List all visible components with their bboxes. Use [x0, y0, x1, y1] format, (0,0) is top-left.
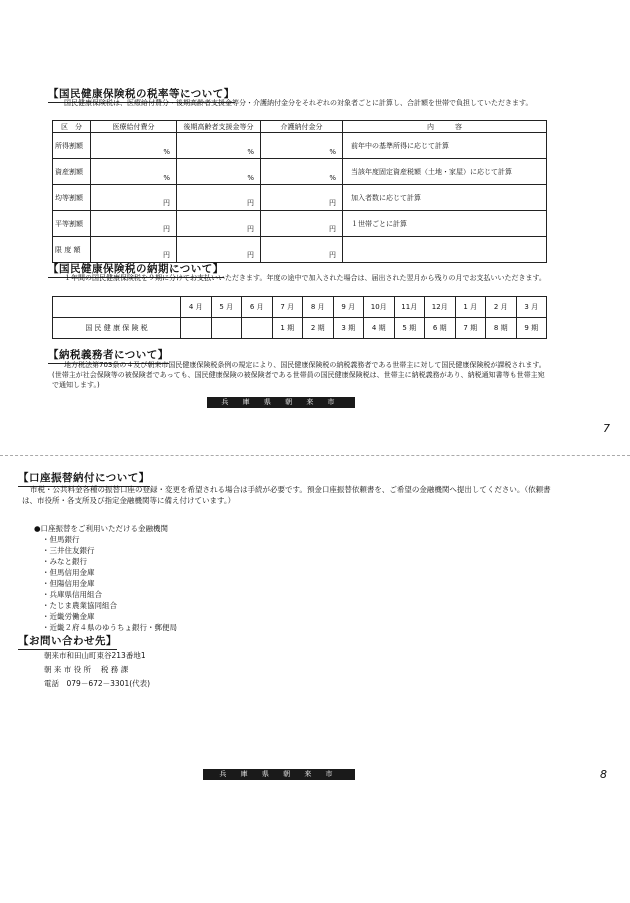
- row-label: 所得割額: [53, 133, 91, 159]
- term-cell: [242, 318, 273, 339]
- cell-unit: %: [261, 159, 343, 185]
- month-cell: 10月: [364, 297, 395, 318]
- cell-unit: 円: [177, 211, 261, 237]
- list-item: ・近畿労働金庫: [42, 612, 95, 621]
- cell-unit: 円: [91, 237, 177, 263]
- list-item: ・たじま農業協同組合: [42, 601, 117, 610]
- table-row: [53, 159, 547, 185]
- payment-period-table: [52, 296, 547, 339]
- list-item: ・但馬銀行: [42, 535, 80, 544]
- term-cell: 8 期: [486, 318, 517, 339]
- cell-unit: 円: [261, 237, 343, 263]
- row-label: 限 度 額: [53, 237, 91, 263]
- month-cell: 12月: [425, 297, 456, 318]
- term-cell: 2 期: [303, 318, 334, 339]
- tax-rate-table: [52, 120, 547, 263]
- account-heading: 【口座振替納付について】: [18, 470, 150, 487]
- list-item: ・但陽信用金庫: [42, 579, 95, 588]
- month-cell: 3 月: [516, 297, 547, 318]
- contact-address: 朝来市和田山町東谷213番地1: [44, 651, 146, 660]
- month-cell: 1 月: [455, 297, 486, 318]
- table-row: [53, 237, 547, 263]
- month-cell: 11月: [394, 297, 425, 318]
- list-item: ・みなと銀行: [42, 557, 87, 566]
- row-label: 平等割額: [53, 211, 91, 237]
- header-category: 区 分: [53, 121, 91, 133]
- term-cell: [211, 318, 242, 339]
- month-cell: 9 月: [333, 297, 364, 318]
- page-number: 8: [600, 768, 607, 781]
- obligor-text: 地方税法第703条の４及び朝来市国民健康保険税条例の規定により、国民健康保険税の納税義務者である世帯主に対して国民健康保険税が課税されます。(世帯主が社会保険等の被保険者であっても、国民健康保険の被保険者である世帯員の国民健康保険税は、世帯主に納税義務があり、納税通知書等も世帯主宛で通知します。): [52, 361, 546, 389]
- city-banner: 兵 庫 県 朝 来 市: [207, 397, 355, 408]
- cell-unit: 円: [91, 185, 177, 211]
- month-cell: 7 月: [272, 297, 303, 318]
- row-description: [343, 237, 547, 263]
- list-item: ・兵庫県信用組合: [42, 590, 102, 599]
- row-description: 前年中の基準所得に応じて計算: [343, 133, 547, 159]
- contact-phone: 電話 079－672－3301(代表): [44, 679, 151, 688]
- term-cell: 6 期: [425, 318, 456, 339]
- term-cell: 3 期: [333, 318, 364, 339]
- cell-unit: %: [91, 133, 177, 159]
- month-cell: 4 月: [181, 297, 212, 318]
- table-header-row: [53, 121, 547, 133]
- month-cell: 6 月: [242, 297, 273, 318]
- row-description: 当該年度固定資産税額（土地・家屋）に応じて計算: [343, 159, 547, 185]
- row-label: 資産割額: [53, 159, 91, 185]
- city-banner: 兵 庫 県 朝 来 市: [203, 769, 355, 780]
- month-cell: 5 月: [211, 297, 242, 318]
- month-header-row: [53, 297, 547, 318]
- blank-cell: [53, 297, 181, 318]
- header-medical: 医療給付費分: [91, 121, 177, 133]
- list-item: ・近畿２府４県のゆうちょ銀行・郵便局: [42, 623, 177, 632]
- cell-unit: 円: [177, 237, 261, 263]
- term-row: [53, 318, 547, 339]
- term-cell: 5 期: [394, 318, 425, 339]
- month-cell: 8 月: [303, 297, 334, 318]
- header-elderly-support: 後期高齢者支援金等分: [177, 121, 261, 133]
- cell-unit: %: [177, 133, 261, 159]
- cell-unit: 円: [261, 185, 343, 211]
- term-cell: 4 期: [364, 318, 395, 339]
- rates-intro: 国民健康保険税は、医療給付費分・後期高齢者支援金等分・介護納付金分をそれぞれの対象者ごとに計算し、合計額を世帯で負担していただきます。: [64, 99, 533, 107]
- page-divider: [0, 455, 630, 456]
- table-row: [53, 211, 547, 237]
- cell-unit: 円: [91, 211, 177, 237]
- cell-unit: %: [91, 159, 177, 185]
- contact-office: 朝 来 市 役 所 税 務 課: [44, 665, 129, 674]
- row-label: 均等割額: [53, 185, 91, 211]
- header-care: 介護納付金分: [261, 121, 343, 133]
- cell-unit: %: [177, 159, 261, 185]
- bank-list: [34, 523, 177, 633]
- term-cell: 1 期: [272, 318, 303, 339]
- term-cell: 7 期: [455, 318, 486, 339]
- cell-unit: 円: [261, 211, 343, 237]
- account-text: 市税・公共料金各種の振替口座の登録・変更を希望される場合は手続が必要です。預金口座振替依頼書を、ご希望の金融機関へ提出してください。（依頼書は、市役所・各支所及び指定金融機関等に備え付けています。）: [22, 485, 551, 505]
- contact-heading: 【お問い合わせ先】: [18, 633, 117, 650]
- periods-heading: 【国民健康保険税の納期について】: [48, 261, 224, 278]
- table-row: [53, 133, 547, 159]
- obligor-heading: 【納税義務者について】: [48, 347, 169, 364]
- term-cell: [181, 318, 212, 339]
- table-row: [53, 185, 547, 211]
- row-description: 加入者数に応じて計算: [343, 185, 547, 211]
- row-description: １世帯ごとに計算: [343, 211, 547, 237]
- header-content: 内 容: [343, 121, 547, 133]
- cell-unit: %: [261, 133, 343, 159]
- cell-unit: 円: [177, 185, 261, 211]
- term-row-label: 国 民 健 康 保 険 税: [53, 318, 181, 339]
- bank-list-title: ●口座振替をご利用いただける金融機関: [34, 524, 169, 533]
- contact-block: [44, 649, 150, 691]
- page-number: 7: [603, 422, 610, 435]
- list-item: ・三井住友銀行: [42, 546, 95, 555]
- list-item: ・但馬信用金庫: [42, 568, 95, 577]
- periods-intro: １年間の国民健康保険税を９期に分けてお支払いいただきます。年度の途中で加入された場合は、届出された翌月から残りの月でお支払いいただきます。: [64, 274, 546, 282]
- month-cell: 2 月: [486, 297, 517, 318]
- rates-heading: 【国民健康保険税の税率等について】: [48, 86, 235, 103]
- term-cell: 9 期: [516, 318, 547, 339]
